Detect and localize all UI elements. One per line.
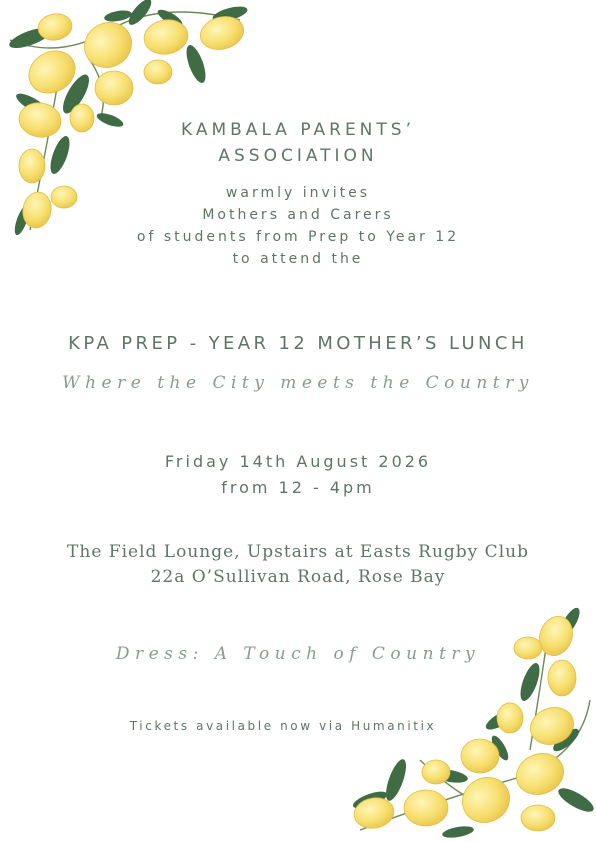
event-date: Friday 14th August 2026 <box>164 452 432 471</box>
event-time: from 12 - 4pm <box>221 478 375 497</box>
org-name-line1: KAMBALA PARENTS’ <box>181 120 415 140</box>
invite-line1: warmly invites <box>225 185 371 201</box>
dress-code: Dress: A Touch of Country <box>115 644 481 664</box>
tickets-note: Tickets available now via Humanitix <box>129 719 437 733</box>
invite-line2: Mothers and Carers <box>202 207 394 223</box>
event-title: KPA PREP - YEAR 12 MOTHER’S LUNCH <box>68 333 528 354</box>
venue-line1: The Field Lounge, Upstairs at Easts Rugby Club <box>67 542 529 562</box>
event-tagline: Where the City meets the Country <box>62 373 534 393</box>
invite-line3: of students from Prep to Year 12 <box>136 229 460 245</box>
venue-line2: 22a O’Sullivan Road, Rose Bay <box>150 567 446 587</box>
org-name-line2: ASSOCIATION <box>218 146 378 166</box>
invite-line4: to attend the <box>232 251 364 267</box>
